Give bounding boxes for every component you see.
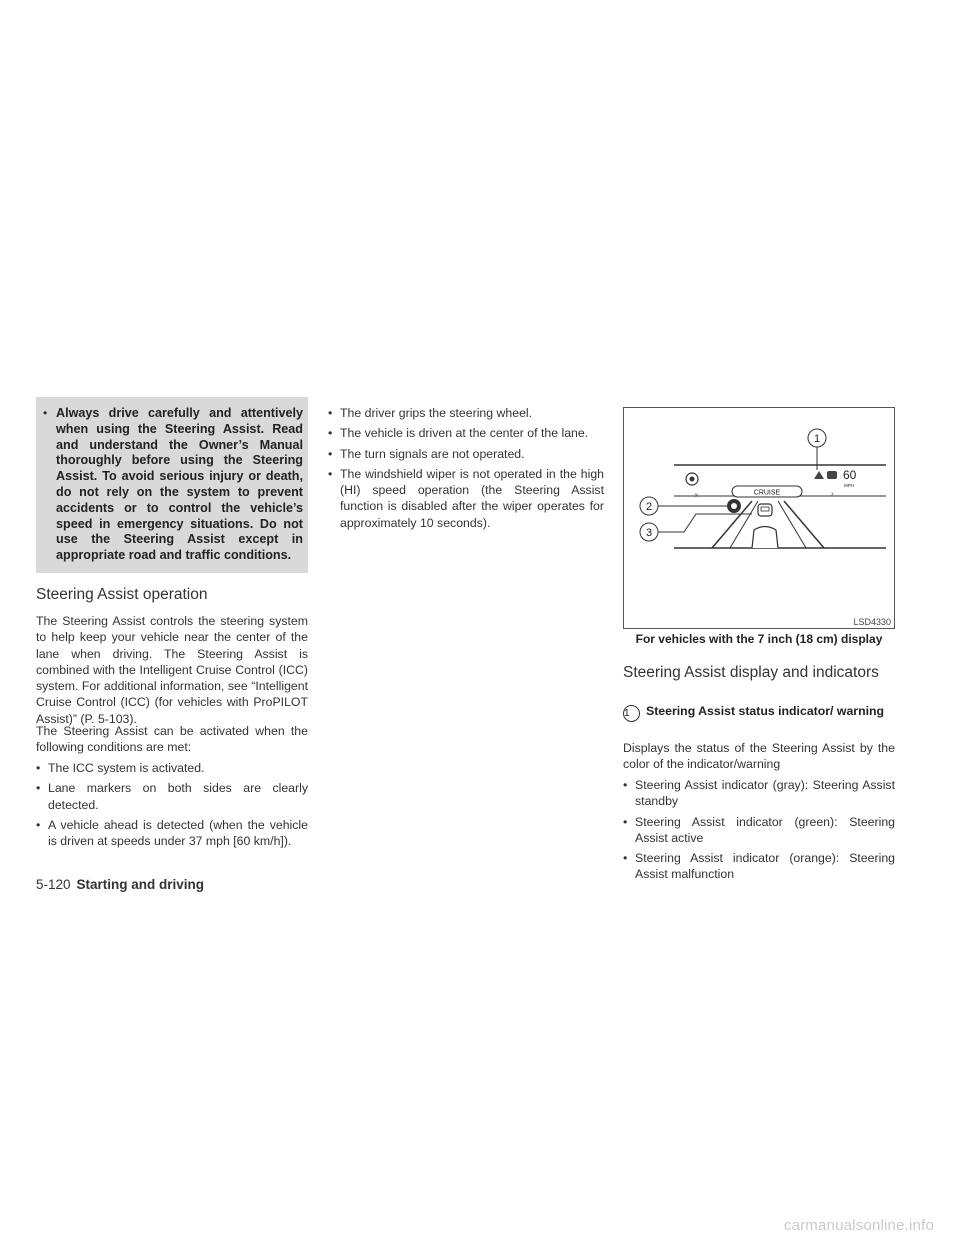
warning-box [36,397,308,573]
callout-3-label: 3 [645,527,653,539]
section-name: Starting and driving [76,877,205,892]
lead-vehicle-window [761,507,769,511]
callout-2-label: 2 [645,501,653,513]
status-list [623,777,895,887]
page-number: 5-120 [36,877,71,892]
right-mark-glyph: › [831,489,834,498]
status-ring-center [690,477,695,482]
own-vehicle-icon [752,527,778,549]
condition-item: • The windshield wiper is not operated in the high (HI) speed operation (the Steering Assist function is disabled after the wiper operates for approximately 10 seconds). [328,466,604,531]
steering-wheel-hub [731,503,737,509]
conditions-list-right [328,405,604,535]
condition-item: • A vehicle ahead is detected (when the vehicle is driven at speeds under 37 mph [60 km/h]). [36,817,308,850]
vehicle-ahead-icon [827,471,837,479]
condition-item: • The driver grips the steering wheel. [328,405,604,421]
condition-item: • The turn signals are not operated. [328,446,604,462]
display-heading: Steering Assist display and indicators [623,664,879,681]
figure-code: LSD4330 [853,617,891,627]
conditions-list-left [36,760,308,853]
left-mark-glyph: × [694,491,699,500]
lane-line-right-inner [778,501,806,548]
lane-line-right-outer [784,501,824,548]
item-1-description: Displays the status of the Steering Assist by the color of the indicator/warning [623,741,895,772]
set-speed-value: 60 [843,468,857,482]
display-illustration [623,407,895,629]
operation-heading: Steering Assist operation [36,586,208,603]
status-item-green: • Steering Assist indicator (green): Steering Assist active [623,814,895,847]
meter-display-drawing [624,408,894,628]
condition-item: • Lane markers on both sides are clearly detected. [36,780,308,813]
item-1-title-text: Steering Assist status indicator/ warning [646,704,885,718]
watermark-text[interactable]: carmanualsonline.info [783,1217,934,1234]
figure-caption: For vehicles with the 7 inch (18 cm) display [635,632,883,646]
page-footer [36,877,204,892]
warning-text: Always drive carefully and attentively when using the Steering Assist. Read and understand the Owner’s Manual thoroughly before using the Steering Assist. To avoid serious injury or death, do not rely on the system to prevent accidents or to control the vehicle’s speed in emergency situations. Do not use the Steering Assist except in appropriate road and traffic conditions. [56,406,303,563]
cruise-label: CRUISE [753,489,781,497]
operation-intro-paragraph: The Steering Assist controls the steering system to help keep your vehicle near the center of the lane when driving. The Steering Assist is combined with the Intelligent Cruise Control (ICC) system. For additional information, see “Intelligent Cruise Control (ICC) (for vehicles with ProPILOT Assist)” (P. 5-103). [36,614,308,726]
operation-conditions-intro: The Steering Assist can be activated when the following conditions are met: [36,724,308,755]
steering-assist-indicator-icon [814,471,824,479]
condition-item: • The ICC system is activated. [36,760,308,776]
callout-1-label: 1 [813,433,821,445]
item-1-title [623,704,895,722]
status-item-gray: • Steering Assist indicator (gray): Steering Assist standby [623,777,895,810]
condition-item: • The vehicle is driven at the center of the lane. [328,425,604,441]
status-item-orange: • Steering Assist indicator (orange): Steering Assist malfunction [623,850,895,883]
warning-bullet: • [43,406,48,420]
set-speed-unit: MPH [844,483,854,488]
item-1-number: 1 [623,705,640,722]
